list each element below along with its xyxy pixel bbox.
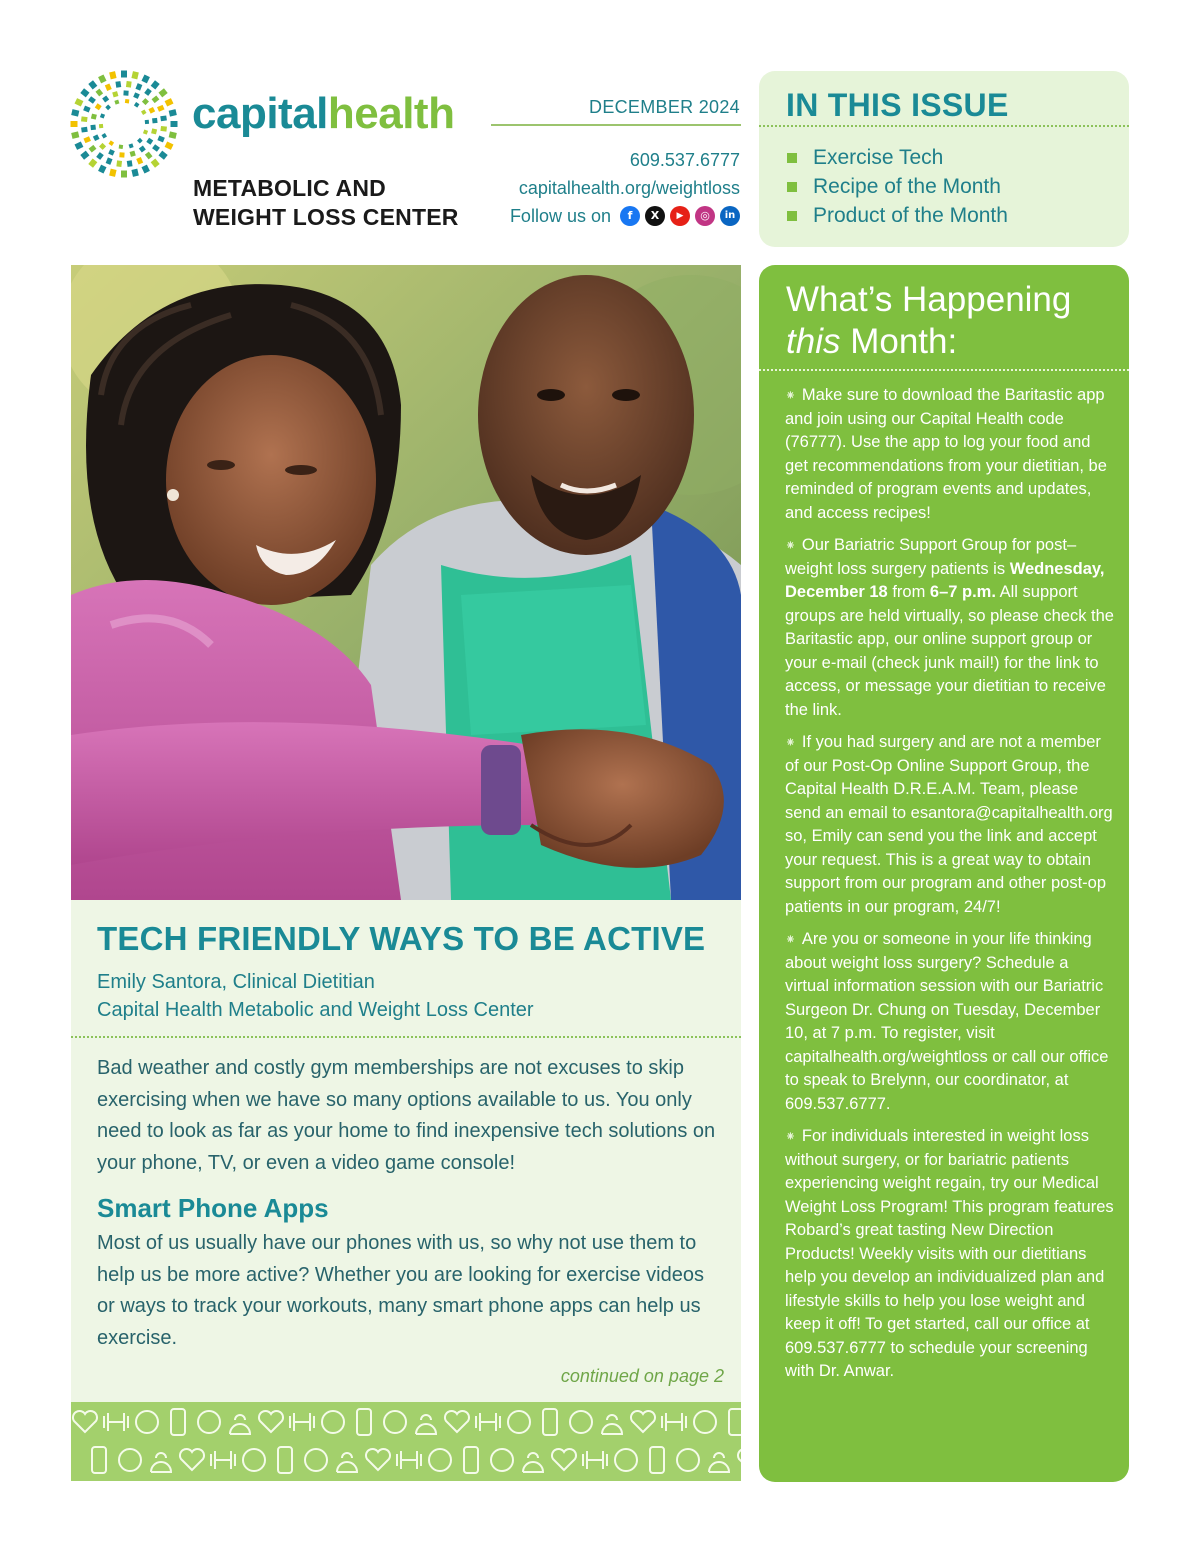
- clock-icon: [136, 1411, 158, 1433]
- article-body: Most of us usually have our phones with us, so why not use them to help us be more active? Whether you are looking for exercise videos or ways to track your workouts, many smart phone apps can help us exercise.: [97, 1232, 704, 1349]
- couple-checking-smartwatch-image: [71, 265, 741, 900]
- dumbbell-icon: [476, 1413, 500, 1431]
- fitness-icon-pattern: [71, 1402, 741, 1481]
- article-title: TECH FRIENDLY WAYS TO BE ACTIVE: [97, 920, 706, 957]
- logo-dot: [81, 127, 88, 133]
- dumbbell-icon: [662, 1413, 686, 1431]
- asterisk-bullet-icon: ⁕: [785, 1129, 796, 1144]
- logo-dot: [144, 88, 152, 96]
- dotted-divider: [759, 125, 1129, 127]
- logo-dot: [121, 171, 127, 178]
- heart-icon: [259, 1411, 283, 1432]
- logo-dot: [142, 98, 149, 105]
- continued-link[interactable]: continued on page 2: [560, 1366, 724, 1386]
- happening-item-info-session: ⁕ Are you or someone in your life thinking about weight loss surgery? Schedule a virtual information session with our Bariatric Surgeon Dr. Chung on Tuesday, December 10, at 7 p.m. To register, visit capitalhealth.org/weightloss or call our office to speak to Brelynn, our coordinator, at 609.537.6777.: [785, 930, 1109, 1113]
- dotted-divider: [71, 1036, 741, 1038]
- logo-dot: [158, 151, 167, 160]
- brand-wordmark: [192, 89, 455, 138]
- youtube-icon[interactable]: ▶: [670, 206, 690, 226]
- logo-dot: [71, 121, 78, 127]
- happening-item-support-group: ⁕ Our Bariatric Support Group for post–weight loss surgery patients is Wednesday, December 18 from 6–7 p.m. All support groups are held virtually, so please check the Baritastic app, our online support group or your e-mail (check junk mail!) for the link to access, or message your dietitian to receive the link.: [785, 536, 1114, 719]
- logo-dot: [96, 152, 104, 160]
- circle-icon: [384, 1411, 406, 1433]
- logo-dot: [99, 124, 103, 128]
- kettle-icon: [230, 1415, 250, 1434]
- logo-dot: [114, 100, 119, 105]
- social-links: [510, 202, 740, 230]
- logo-dot: [152, 118, 158, 124]
- logo-dot: [100, 113, 105, 118]
- x-icon[interactable]: X: [645, 206, 665, 226]
- logo-dot: [157, 135, 164, 142]
- logo-dot: [157, 105, 164, 112]
- in-this-issue-title: IN THIS ISSUE: [786, 87, 1009, 123]
- logo-dot: [165, 141, 174, 149]
- contact-block: [510, 146, 740, 230]
- article-panel: [71, 900, 741, 1481]
- bottle-icon: [171, 1409, 185, 1435]
- logo-dot: [160, 126, 167, 132]
- heart-icon: [552, 1449, 576, 1470]
- logo-dot: [129, 143, 134, 148]
- dumbbell-icon: [104, 1413, 128, 1431]
- circle-icon: [305, 1449, 327, 1471]
- kettle-icon: [416, 1415, 436, 1434]
- kettle-icon: [151, 1453, 171, 1472]
- logo-dot: [152, 95, 160, 103]
- logo-dot: [131, 169, 138, 177]
- bottle-icon: [464, 1447, 478, 1473]
- logo-dot: [160, 115, 167, 121]
- logo-dot: [83, 106, 90, 113]
- logo-dot: [95, 89, 103, 97]
- logo-dot: [98, 74, 106, 83]
- logo-dot: [125, 99, 130, 104]
- asterisk-bullet-icon: ⁕: [785, 735, 796, 750]
- logo-dot: [71, 109, 79, 116]
- logo-dot: [171, 121, 178, 127]
- circle-icon: [198, 1411, 220, 1433]
- logo-dot: [146, 138, 153, 145]
- logo-dot: [88, 80, 97, 89]
- logo-dot: [152, 144, 160, 152]
- logo-dot: [151, 80, 160, 89]
- logo-dot: [95, 103, 102, 110]
- logo-dot: [89, 145, 97, 153]
- logo-dot: [130, 151, 136, 157]
- square-bullet-icon: [787, 211, 797, 221]
- logo-dot: [169, 109, 177, 116]
- brand-word-capital: capital: [192, 89, 328, 138]
- logo-dot: [141, 74, 149, 83]
- logo-dot: [99, 143, 106, 150]
- logo-dot: [135, 83, 142, 90]
- logo-dot: [88, 96, 96, 104]
- logo-dot: [169, 131, 177, 138]
- logo-dot: [91, 114, 97, 120]
- center-name-line2: WEIGHT LOSS CENTER: [193, 204, 459, 230]
- clock-icon: [243, 1449, 265, 1471]
- logo-dot: [143, 130, 148, 135]
- heart-icon: [631, 1411, 655, 1432]
- clock-icon: [694, 1411, 716, 1433]
- logo-dot: [165, 98, 174, 106]
- logo-dot: [105, 105, 111, 111]
- asterisk-bullet-icon: ⁕: [785, 932, 796, 947]
- logo-dot: [115, 81, 121, 88]
- logo-dot: [81, 116, 88, 122]
- circle-icon: [677, 1449, 699, 1471]
- issue-list: [787, 143, 1008, 230]
- asterisk-bullet-icon: ⁕: [785, 388, 796, 403]
- logo-dot: [145, 120, 149, 124]
- article-byline: [97, 968, 534, 1024]
- linkedin-icon[interactable]: in: [720, 206, 740, 226]
- bottle-icon: [543, 1409, 557, 1435]
- clock-icon: [508, 1411, 530, 1433]
- logo-dot: [148, 107, 155, 114]
- logo-dot: [98, 165, 106, 174]
- logo-dot: [88, 158, 97, 167]
- logo-dot: [71, 131, 79, 138]
- logo-dot: [137, 138, 143, 144]
- logo-dot: [119, 145, 124, 150]
- dotted-divider: [759, 369, 1129, 371]
- logo-dot: [109, 140, 115, 146]
- logo-dot: [80, 151, 89, 160]
- whats-happening-title: What’s Happening this Month:: [786, 280, 1072, 361]
- logo-dot: [105, 83, 112, 90]
- kettle-icon: [337, 1453, 357, 1472]
- logo-dot: [74, 98, 83, 106]
- bottle-icon: [357, 1409, 371, 1435]
- heart-icon: [366, 1449, 390, 1470]
- bottle-icon: [650, 1447, 664, 1473]
- center-name-line1: METABOLIC AND: [193, 175, 386, 201]
- asterisk-bullet-icon: ⁕: [785, 538, 796, 553]
- logo-dot: [112, 91, 118, 97]
- logo-dot: [121, 71, 127, 78]
- dumbbell-icon: [583, 1451, 607, 1469]
- issue-item[interactable]: Recipe of the Month: [787, 172, 1008, 201]
- header-divider: [491, 124, 741, 126]
- phone-number[interactable]: 609.537.6777: [629, 150, 740, 170]
- kettle-icon: [709, 1453, 729, 1472]
- logo-dot: [119, 152, 124, 157]
- logo-dot: [106, 157, 113, 164]
- bottle-icon: [278, 1447, 292, 1473]
- logo-dot: [93, 134, 100, 141]
- heart-icon: [445, 1411, 469, 1432]
- clock-icon: [615, 1449, 637, 1471]
- logo-dot: [141, 109, 146, 114]
- logo-dot: [134, 102, 140, 108]
- follow-label: Follow us on: [509, 206, 611, 226]
- sunburst-logo-icon: [68, 68, 180, 180]
- circle-icon: [491, 1449, 513, 1471]
- square-bullet-icon: [787, 153, 797, 163]
- clock-icon: [429, 1449, 451, 1471]
- logo-dot: [83, 136, 90, 143]
- logo-dot: [141, 165, 149, 174]
- dumbbell-icon: [211, 1451, 235, 1469]
- bottle-icon: [729, 1409, 741, 1435]
- dumbbell-icon: [290, 1413, 314, 1431]
- issue-item[interactable]: Product of the Month: [787, 201, 1008, 230]
- heart-icon: [738, 1449, 741, 1470]
- clock-icon: [322, 1411, 344, 1433]
- logo-dot: [136, 157, 143, 164]
- logo-dot: [131, 71, 138, 79]
- logo-dot: [126, 81, 132, 88]
- logo-dot: [151, 158, 160, 167]
- website-link[interactable]: capitalhealth.org/weightloss: [518, 178, 740, 198]
- circle-icon: [119, 1449, 141, 1471]
- happening-list: [785, 384, 1115, 1393]
- kettle-icon: [602, 1415, 622, 1434]
- logo-dot: [109, 169, 116, 177]
- logo-dot: [108, 149, 115, 156]
- logo-dot: [123, 90, 128, 95]
- logo-dot: [151, 128, 157, 134]
- issue-item[interactable]: Exercise Tech: [787, 143, 1008, 172]
- logo-dot: [74, 141, 83, 149]
- circle-icon: [570, 1411, 592, 1433]
- happening-item-post-op: ⁕ If you had surgery and are not a member of our Post-Op Online Support Group, the Capital Health D.R.E.A.M. Team, please send an email to esantora@capitalhealth.org so, Emily can send you the link and accept your request. This is a great way to obtain support from our program and other post-op patients in our program, 24/7!: [785, 733, 1113, 916]
- logo-dot: [139, 146, 146, 153]
- logo-dot: [90, 125, 96, 131]
- heart-icon: [73, 1411, 97, 1432]
- dumbbell-icon: [397, 1451, 421, 1469]
- instagram-icon[interactable]: ◎: [695, 206, 715, 226]
- in-this-issue-box: [759, 71, 1129, 247]
- heart-icon: [180, 1449, 204, 1470]
- logo-dot: [133, 92, 140, 99]
- logo-dot: [116, 160, 122, 167]
- facebook-icon[interactable]: f: [620, 206, 640, 226]
- logo-dot: [102, 96, 109, 103]
- logo-dot: [102, 133, 107, 138]
- article-subheading: Smart Phone Apps: [97, 1193, 329, 1223]
- logo-dot: [109, 71, 116, 79]
- happening-item-medical-weight-loss: ⁕ For individuals interested in weight loss without surgery, or for bariatric patients experiencing weight regain, try our Medical Weight Loss Program! This program features Robard’s great tasting New Direction Products! Weekly visits with our dietitians help you develop an individualized plan and lifestyle skills to help you lose weight and keep it off! To get started, call our office at 609.537.6777 to schedule your screening with Dr. Anwar.: [785, 1127, 1114, 1380]
- square-bullet-icon: [787, 182, 797, 192]
- fitness-icons-pattern-icon: [71, 1402, 741, 1481]
- center-name: [193, 174, 459, 232]
- bottle-icon: [92, 1447, 106, 1473]
- logo-dot: [80, 88, 89, 97]
- hero-photo: [71, 265, 741, 900]
- brand-word-health: health: [327, 89, 455, 138]
- author-name: Emily Santora, Clinical Dietitian: [97, 971, 375, 993]
- article-intro: Bad weather and costly gym memberships are not excuses to skip exercising when we have so many options available to us. You only need to look as far as your home to find inexpensive tech solutions on your phone, TV, or even a video game console!: [97, 1057, 716, 1174]
- issue-date: DECEMBER 2024: [589, 97, 740, 117]
- happening-item-baritastic: ⁕ Make sure to download the Baritastic app and join using our Capital Health code (76777). Use the app to log your food and get recommendations from your dietitian, be reminded of program events and updates, and access recipes!: [785, 386, 1107, 522]
- logo-dot: [158, 88, 167, 97]
- logo-dot: [127, 160, 133, 167]
- logo-dot: [145, 152, 153, 160]
- kettle-icon: [523, 1453, 543, 1472]
- whats-happening-panel: [759, 265, 1129, 1482]
- author-org: Capital Health Metabolic and Weight Loss Center: [97, 999, 534, 1021]
